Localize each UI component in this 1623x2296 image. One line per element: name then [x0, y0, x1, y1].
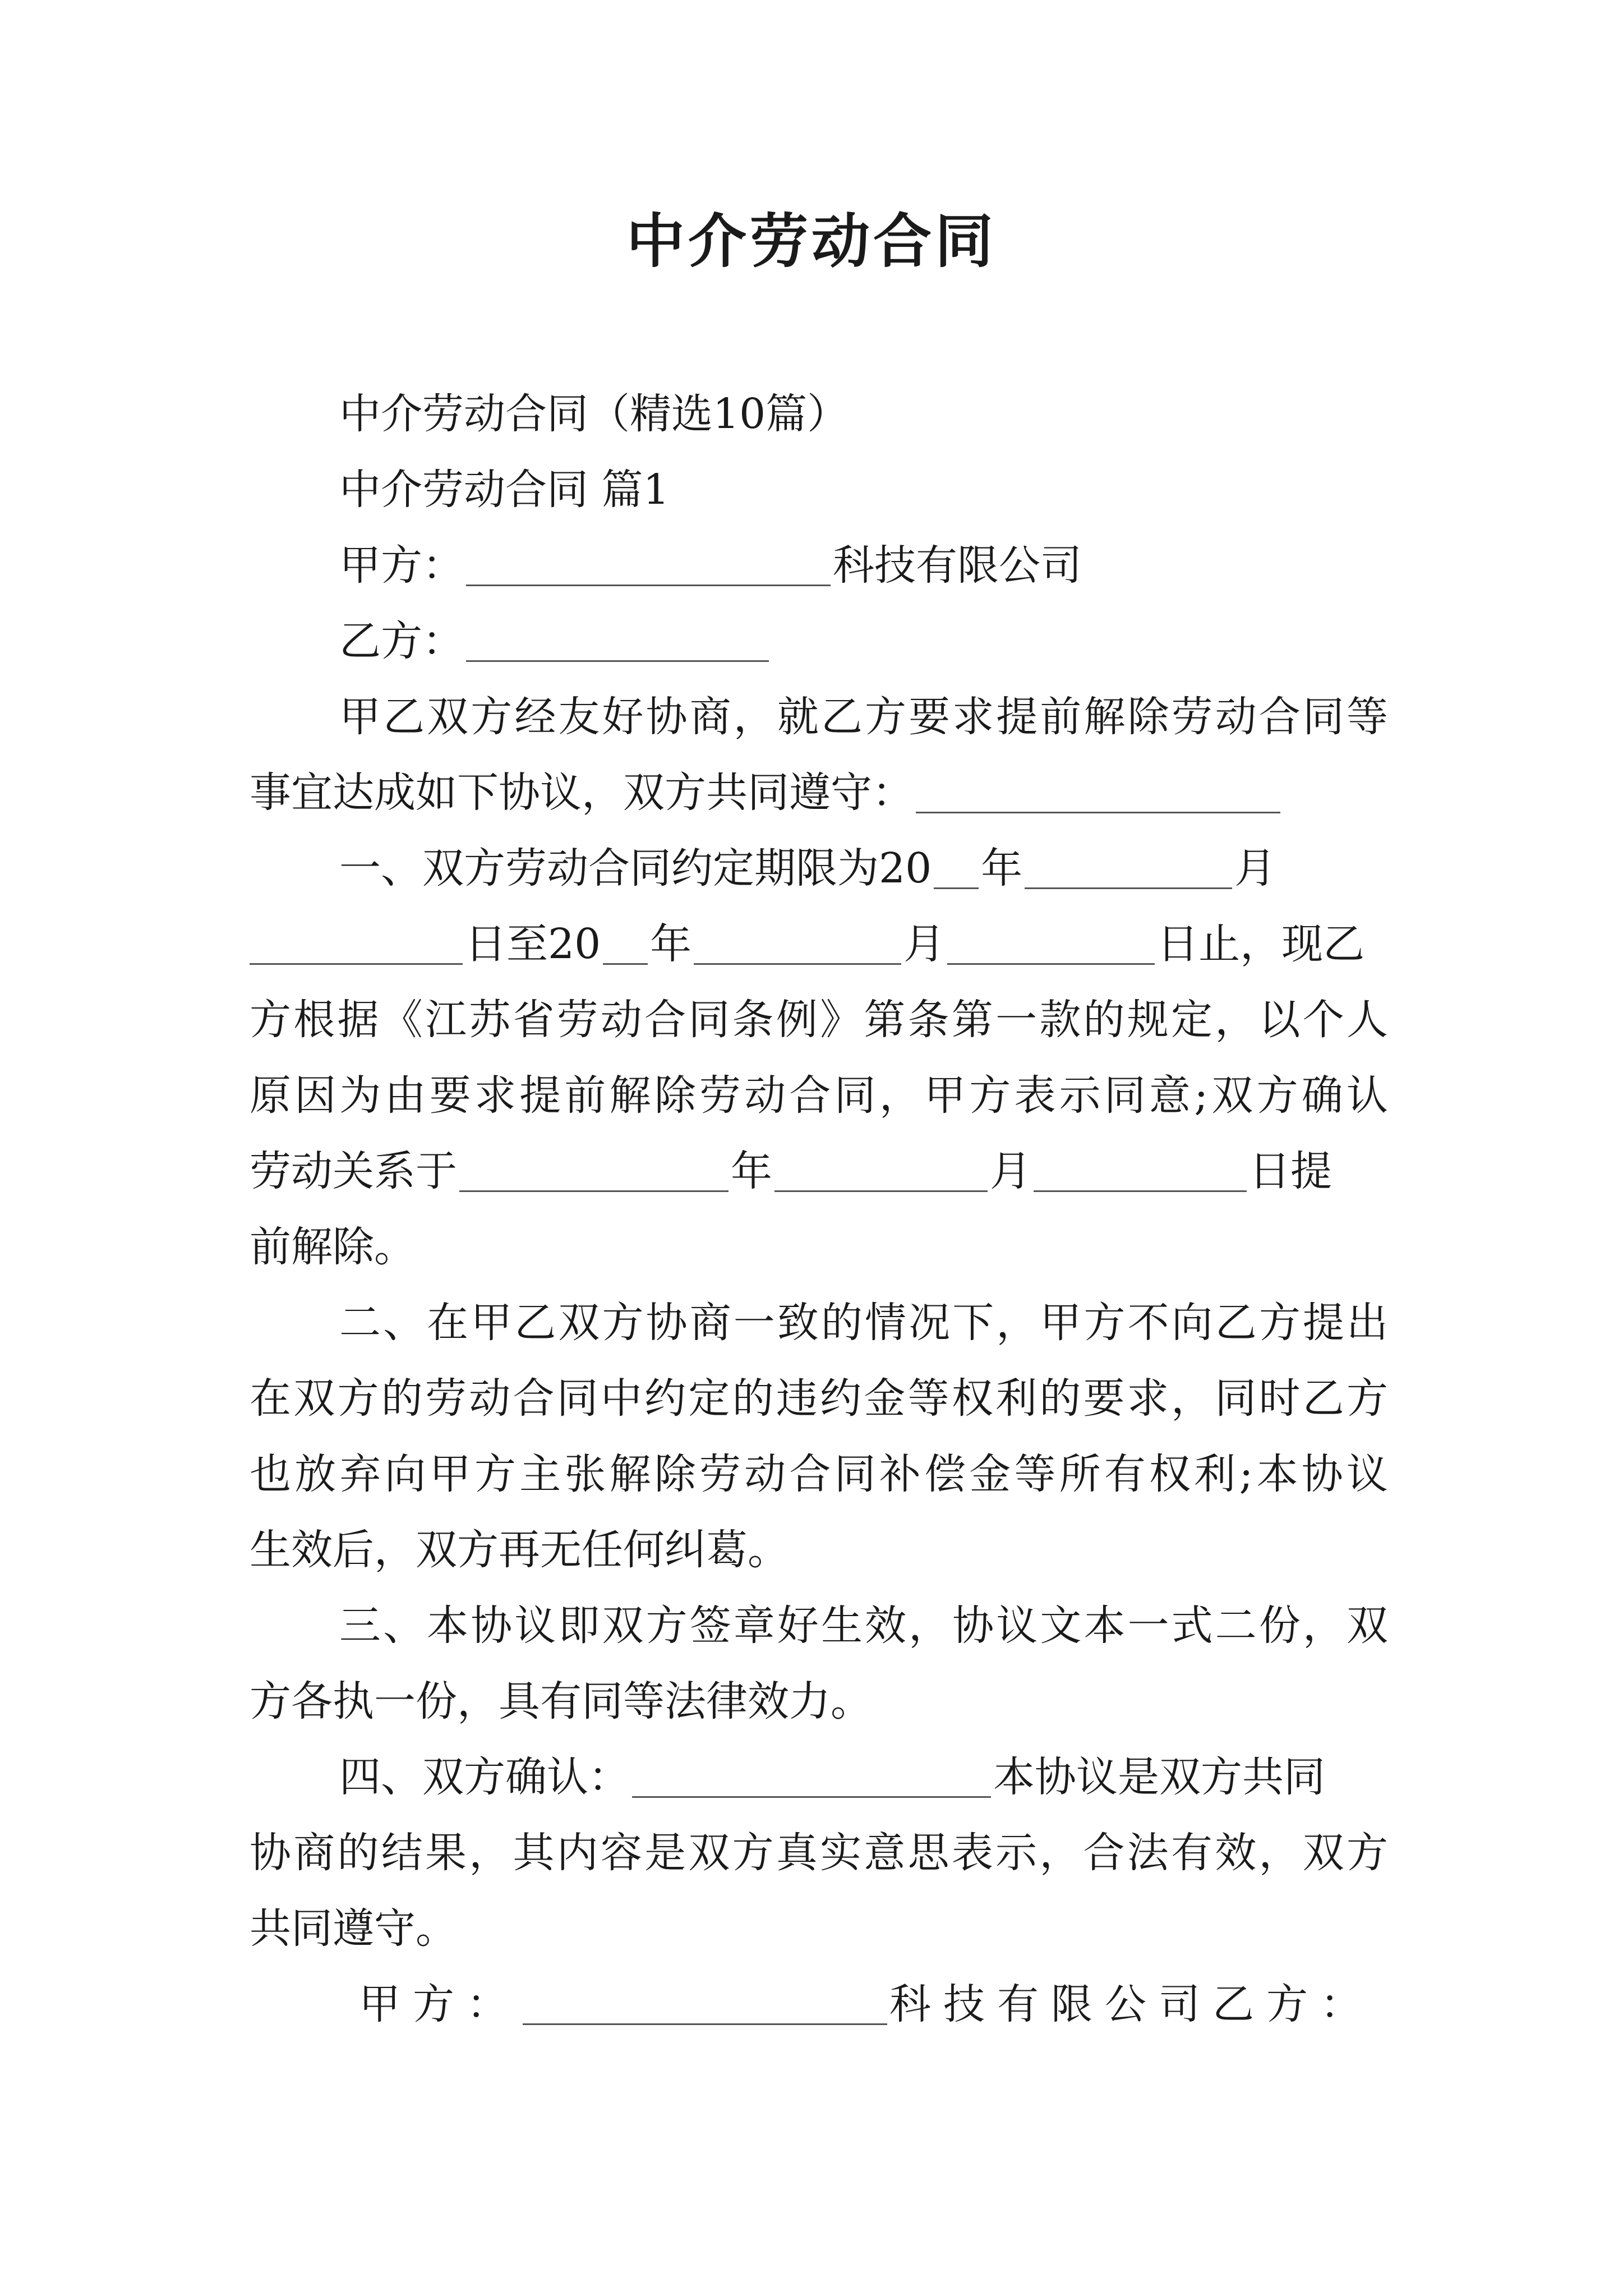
clause1-line-1: 一、双方劳动合同约定期限为20 年 月 [339, 844, 1276, 892]
party-a-line [250, 527, 1388, 604]
clause3-line-1: 三、本协议即双方签章好生效，协议文本一式二份，双 [339, 1602, 1388, 1650]
clause2-line-3: 也放弃向甲方主张解除劳动合同补偿金等所有权利;本协议 [250, 1450, 1388, 1498]
party-a-suffix: 科技有限公司 [833, 541, 1082, 590]
party-b-blank [466, 619, 769, 662]
day-blank [1034, 1149, 1247, 1192]
clause3-line-2: 方各执一份，具有同等法律效力。 [250, 1677, 872, 1726]
clause1-line-5: 劳动关系于 年 月 日提 [250, 1147, 1332, 1195]
signature-party-a-label: 甲方： [359, 1980, 520, 2028]
party-a-label: 甲方： [339, 541, 464, 590]
day-blank [250, 922, 463, 965]
clause2-line-1: 二、在甲乙双方协商一致的情况下，甲方不向乙方提出 [339, 1299, 1388, 1347]
month-blank [694, 922, 901, 965]
signature-blank [523, 1982, 887, 2025]
party-b-label: 乙方： [339, 617, 464, 665]
clause1-line-2: 日至20 年 月 日止，现乙 [250, 906, 1388, 983]
document-subtitle: 中介劳动合同（精选10篇） [339, 390, 849, 438]
intro-line-1: 甲乙双方经友好协商，就乙方要求提前解除劳动合同等 [339, 693, 1388, 741]
clause4-line-1: 四、双方确认： 本协议是双方共同 [339, 1753, 1325, 1801]
date-blank [459, 1149, 728, 1192]
intro-blank [916, 770, 1280, 813]
signature-party-b-label: 科技有限公司乙方： [889, 1980, 1374, 2028]
month-blank [774, 1149, 988, 1192]
clause4-line-3: 共同遵守。 [250, 1904, 457, 1953]
party-b-line [250, 603, 1388, 680]
day-blank [947, 922, 1155, 965]
year-blank [934, 846, 979, 889]
clause1-line-3: 方根据《江苏省劳动合同条例》第条第一款的规定，以个人 [250, 996, 1388, 1044]
clause1-line-4: 原因为由要求提前解除劳动合同，甲方表示同意;双方确认 [250, 1071, 1388, 1120]
month-blank [1025, 846, 1232, 889]
signature-line [250, 1966, 1388, 2043]
clause2-line-2: 在双方的劳动合同中约定的违约金等权利的要求，同时乙方 [250, 1374, 1388, 1423]
clause2-line-4: 生效后，双方再无任何纠葛。 [250, 1526, 789, 1574]
clause4-line-2: 协商的结果，其内容是双方真实意思表示，合法有效，双方 [250, 1829, 1388, 1877]
intro-line-2: 事宜达成如下协议，双方共同遵守： [250, 754, 1388, 831]
confirm-blank [632, 1755, 991, 1798]
clause1-line-6: 前解除。 [250, 1223, 416, 1271]
section-heading: 中介劳动合同 篇1 [339, 466, 670, 514]
document-title: 中介劳动合同 [626, 206, 997, 275]
party-a-blank [466, 543, 831, 586]
year-blank [603, 922, 648, 965]
